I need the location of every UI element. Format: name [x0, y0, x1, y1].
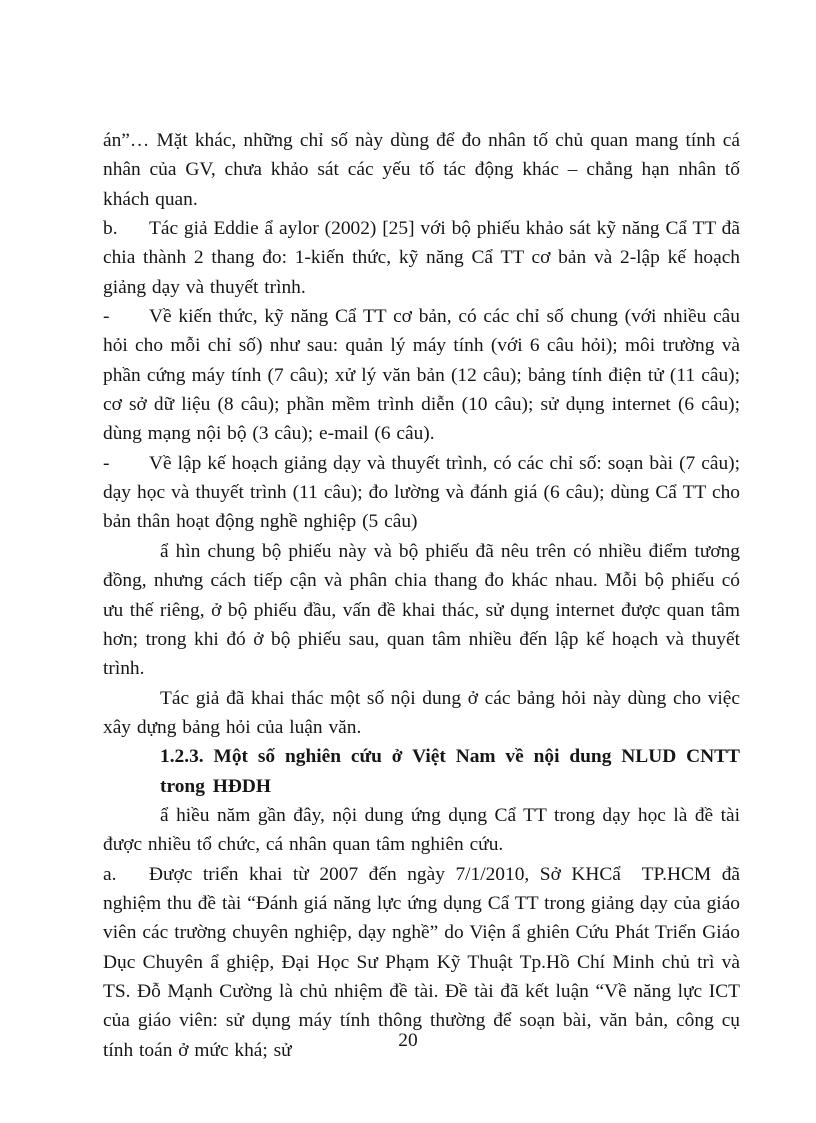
paragraph-author-usage: Tác giả đã khai thác một số nội dung ở các bảng hỏi này dùng cho việc xây dựng bảng hỏi của luận văn.	[103, 687, 740, 738]
list-item-dash-planning-text: Về lập kế hoạch giảng dạy và thuyết trình, có các chỉ số: soạn bài (7 câu); dạy học và thuyết trình (11 câu); đo lường và đánh giá (6 câu); dùng Cẩ TT cho bản thân hoạt động nghề nghiệp (5 câu)	[103, 452, 740, 533]
page-footer	[0, 1026, 816, 1055]
list-item-b-text: Tác giả Eddie ẩ aylor (2002) [25] với bộ phiếu khảo sát kỹ năng Cẩ TT đã chia thành 2 thang đo: 1-kiến thức, kỹ năng Cẩ TT cơ bản và 2-lập kế hoạch giảng dạy và thuyết trình.	[103, 218, 740, 298]
list-item-dash-knowledge	[103, 302, 740, 449]
paragraph-recent-years: ẩ hiều năm gần đây, nội dung ứng dụng Cẩ TT trong dạy học là đề tài được nhiều tổ chức, cá nhân quan tâm nghiên cứu.	[103, 804, 740, 856]
page-body	[103, 126, 740, 1065]
list-marker-b: b.	[103, 218, 118, 240]
list-marker-dash: -	[103, 306, 110, 328]
paragraph-continuation: án”… Mặt khác, những chỉ số này dùng để đo nhân tố chủ quan mang tính cá nhân của GV, chưa khảo sát các yếu tố tác động khác – chẳng hạn nhân tố khách quan.	[103, 130, 740, 210]
list-item-b	[103, 214, 740, 302]
section-heading-1-2-3: 1.2.3. Một số nghiên cứu ở Việt Nam về nội dung NLUD CNTT trong HĐDH	[160, 746, 740, 797]
list-marker-a: a.	[103, 863, 117, 885]
list-item-dash-planning	[103, 449, 740, 537]
list-item-a-text: Được triển khai từ 2007 đến ngày 7/1/2010, Sở KHCẩ TP.HCM đã nghiệm thu đề tài “Đánh giá năng lực ứng dụng Cẩ TT trong giảng dạy của giáo viên các trường chuyên nghiệp, dạy nghề” do Viện ẩ ghiên Cứu Phát Triển Giáo Dục Chuyên ẩ ghiệp, Đại Học Sư Phạm Kỹ Thuật Tp.Hồ Chí Minh chủ trì và TS. Đỗ Mạnh Cường là chủ nhiệm đề tài. Đề tài đã kết luận “Về năng lực ICT của giáo viên: sử dụng máy tính thông thường để soạn bài, văn bản, công cụ tính toán ở mức khá; sử	[103, 863, 740, 1061]
paragraph-comparison: ẩ hìn chung bộ phiếu này và bộ phiếu đã nêu trên có nhiều điểm tương đồng, nhưng cách tiếp cận và phân chia thang đo khác nhau. Mỗi bộ phiếu có ưu thế riêng, ở bộ phiếu đầu, vấn đề khai thác, sử dụng internet được quan tâm hơn; trong khi đó ở bộ phiếu sau, quan tâm nhiều đến lập kế hoạch và thuyết trình.	[103, 540, 740, 680]
list-marker-dash: -	[103, 452, 110, 474]
list-item-dash-knowledge-text: Về kiến thức, kỹ năng Cẩ TT cơ bản, có các chỉ số chung (với nhiều câu hỏi cho mỗi chỉ số) như sau: quản lý máy tính (với 6 câu hỏi); môi trường và phần cứng máy tính (7 câu); xử lý văn bản (12 câu); bảng tính điện tử (11 câu); cơ sở dữ liệu (8 câu); phần mềm trình diễn (10 câu); sử dụng internet (6 câu); dùng mạng nội bộ (3 câu); e-mail (6 câu).	[103, 306, 740, 445]
page-number: 20	[398, 1030, 418, 1051]
